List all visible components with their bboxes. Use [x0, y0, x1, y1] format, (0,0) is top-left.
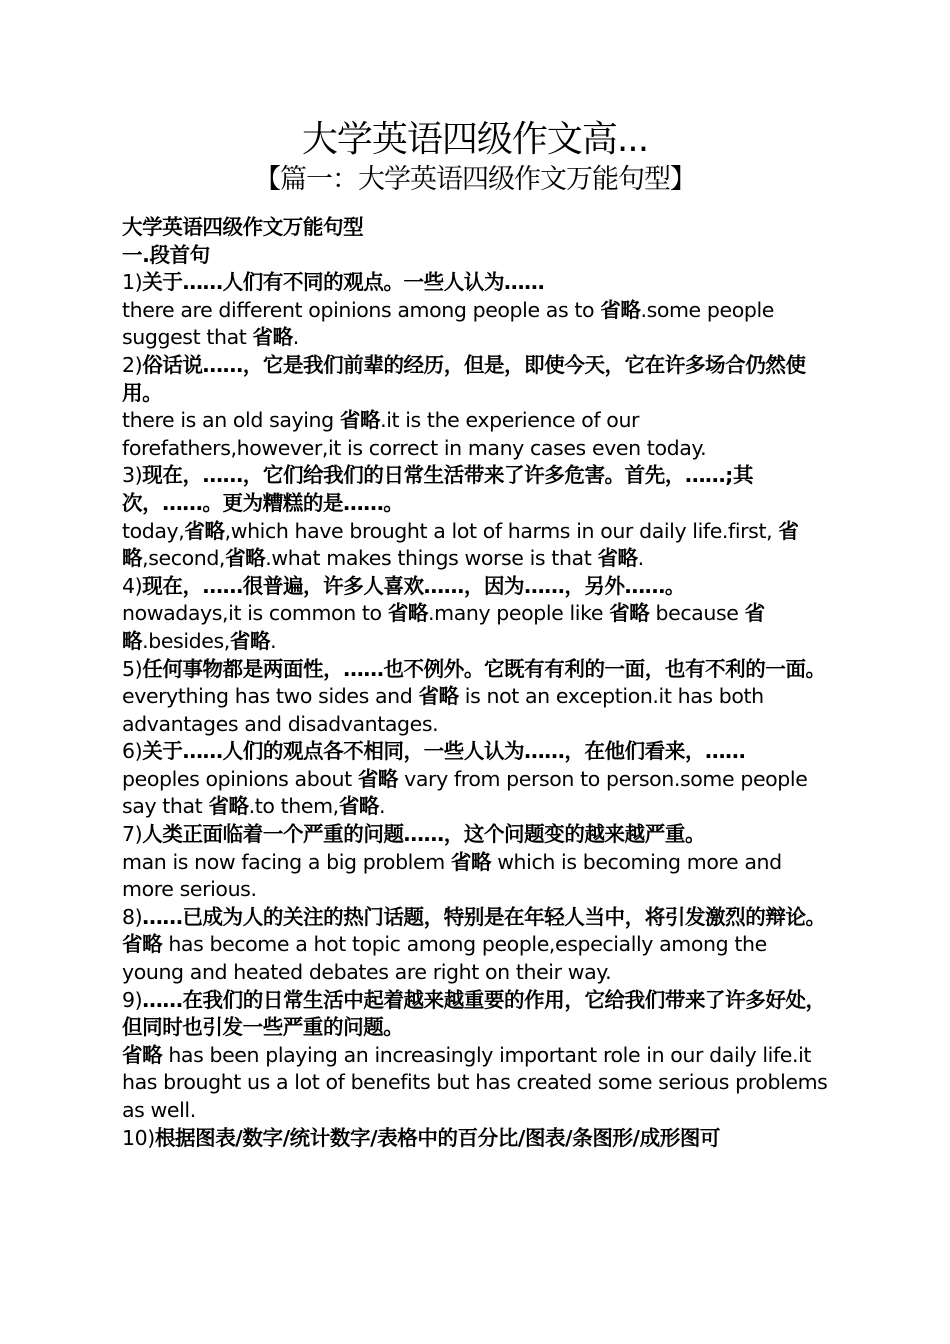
- document-body: [116, 214, 828, 1152]
- english-text: .what makes things worse is that: [265, 546, 598, 571]
- english-text: .it is the experience of our forefathers,however,it is correct in many cases even today.: [122, 408, 707, 460]
- omitted-placeholder: 省略: [229, 628, 271, 653]
- sentence-item-english: [116, 683, 828, 738]
- english-text: vary from person to person.some people say that: [122, 766, 808, 819]
- chinese-text: 任何事物都是两面性，……也不例外。它既有有利的一面，也有不利的一面。: [142, 656, 826, 681]
- sentence-item-chinese: [116, 1125, 828, 1153]
- english-text: .: [379, 794, 386, 819]
- sentence-item-chinese: [116, 904, 828, 932]
- sentence-number: 1): [122, 270, 143, 295]
- sentence-number: 9): [122, 987, 143, 1012]
- omitted-placeholder: 省略: [338, 794, 380, 819]
- chinese-text: 俗话说……，它是我们前辈的经历，但是，即使今天，它在许多场合仍然使用。: [122, 352, 806, 405]
- sentence-number: 7): [122, 822, 143, 847]
- chinese-text: 关于……人们有不同的观点。一些人认为……: [142, 270, 545, 295]
- sentence-item-chinese: [116, 462, 828, 517]
- document-title: 大学英语四级作文高...: [301, 119, 649, 160]
- sentence-item-chinese: [116, 269, 828, 297]
- sentence-item-english: [116, 297, 828, 352]
- omitted-placeholder: 省略: [252, 325, 293, 350]
- english-text: .: [637, 546, 644, 571]
- omitted-placeholder: 省略: [418, 684, 459, 709]
- sentence-item-english: [116, 1042, 828, 1125]
- sentence-item-chinese: [116, 738, 828, 766]
- sentence-number: 5): [122, 656, 143, 681]
- english-text: man is now facing a big problem: [122, 849, 451, 874]
- omitted-placeholder: 省略: [122, 518, 799, 571]
- sentence-item-chinese: [116, 821, 828, 849]
- english-text: everything has two sides and: [122, 684, 419, 709]
- sentence-item-english: [116, 931, 828, 986]
- english-text: there are different opinions among people as to: [122, 297, 601, 322]
- omitted-placeholder: 省略: [609, 601, 650, 626]
- omitted-placeholder: 省略: [450, 849, 492, 874]
- sentence-list: [116, 269, 828, 1152]
- english-text: there is an old saying: [122, 408, 340, 433]
- english-text: has been playing an increasingly important role in our daily life.it has brought us a lot of benefits but has created some serious problems as well.: [122, 1042, 828, 1122]
- sentence-item-chinese: [116, 573, 828, 601]
- omitted-placeholder: 省略: [357, 766, 399, 791]
- chinese-text: 现在，……，它们给我们的日常生活带来了许多危害。首先，……;其次，……。更为糟糕的是……。: [122, 463, 754, 515]
- chinese-text: 关于……人们的观点各不相同，一些人认为……，在他们看来，……: [142, 739, 746, 764]
- sentence-item-english: [116, 849, 828, 904]
- omitted-placeholder: 省略: [339, 408, 381, 433]
- omitted-placeholder: 省略: [597, 546, 638, 571]
- omitted-placeholder: 省略: [208, 794, 249, 819]
- omitted-placeholder: 省略: [122, 1042, 163, 1067]
- sentence-number: 10): [122, 1125, 155, 1150]
- chinese-text: 现在，……很普遍，许多人喜欢……，因为……，另外……。: [142, 573, 685, 598]
- english-text: has become a hot topic among people,especially among the young and heated debates are right on their way.: [122, 932, 767, 985]
- sentence-number: 8): [122, 904, 143, 929]
- omitted-placeholder: 省略: [600, 297, 641, 322]
- english-text: .besides,: [142, 628, 230, 653]
- omitted-placeholder: 省略: [225, 546, 266, 571]
- sentence-item-english: [116, 518, 828, 573]
- sentence-item-chinese: [116, 352, 828, 407]
- sentence-item-english: [116, 407, 828, 462]
- omitted-placeholder: 省略: [387, 601, 429, 626]
- sentence-number: 3): [122, 463, 143, 488]
- subsection-heading: 一.段首句: [122, 242, 210, 267]
- chinese-text: ……在我们的日常生活中起着越来越重要的作用，它给我们带来了许多好处，但同时也引发一些严重的问题。: [122, 987, 826, 1040]
- english-text: .: [292, 325, 299, 350]
- sentence-number: 4): [122, 573, 143, 598]
- english-text: .: [270, 628, 277, 653]
- section-heading: 大学英语四级作文万能句型: [122, 215, 364, 239]
- english-text: is not an exception.it has both advantages and disadvantages.: [122, 684, 764, 736]
- sentence-item-english: [116, 600, 828, 655]
- omitted-placeholder: 省略: [184, 518, 225, 543]
- sentence-number: 6): [122, 739, 143, 764]
- sentence-item-chinese: [116, 656, 828, 684]
- english-text: ,second,: [142, 546, 226, 571]
- english-text: peoples opinions about: [122, 766, 358, 791]
- english-text: ,which have brought a lot of harms in our daily life.first,: [224, 518, 779, 543]
- english-text: which is becoming more and more serious.: [122, 849, 782, 902]
- english-text: .some people suggest that: [122, 297, 774, 350]
- sentence-item-chinese: [116, 987, 828, 1042]
- omitted-placeholder: 省略: [122, 601, 765, 653]
- omitted-placeholder: 省略: [122, 932, 163, 957]
- english-text: .to them,: [248, 794, 339, 819]
- english-text: today,: [122, 518, 185, 543]
- chinese-text: 根据图表/数字/统计数字/表格中的百分比/图表/条图形/成形图可: [154, 1125, 721, 1150]
- english-text: .many people like: [428, 601, 610, 626]
- chinese-text: ……已成为人的关注的热门话题，特别是在年轻人当中，将引发激烈的辩论。: [142, 904, 826, 929]
- english-text: nowadays,it is common to: [122, 601, 388, 626]
- chinese-text: 人类正面临着一个严重的问题……，这个问题变的越来越严重。: [142, 822, 706, 847]
- english-text: because: [649, 601, 745, 626]
- sentence-item-english: [116, 766, 828, 821]
- sentence-number: 2): [122, 352, 143, 377]
- document-subtitle: 【篇一：大学英语四级作文万能句型】: [254, 164, 696, 195]
